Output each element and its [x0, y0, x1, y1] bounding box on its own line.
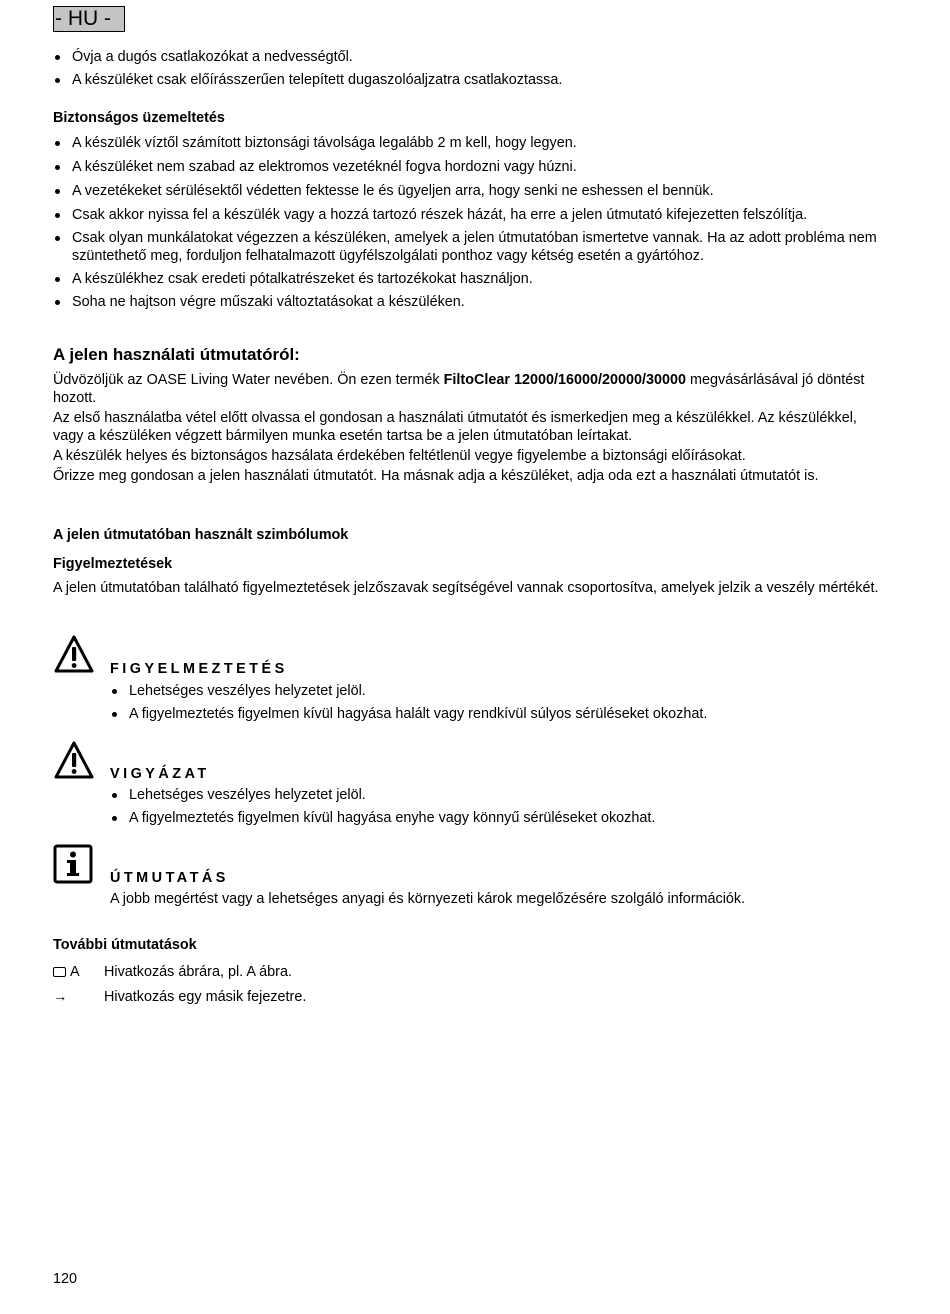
warning-triangle-icon	[53, 634, 95, 674]
warnings-intro: A jelen útmutatóban található figyelmeztetések jelzőszavak segítségével vannak csoportosítva, amelyek jelzik a veszély mértékét.	[53, 580, 879, 596]
list-item: A figyelmeztetés figyelmen kívül hagyása halált vagy rendkívül súlyos sérüléseket okozhat.	[110, 705, 890, 723]
intro-bullet-list	[53, 48, 893, 89]
welcome-text: Üdvözöljük az OASE Living Water nevében. Ön ezen termék	[53, 372, 444, 388]
list-item: Soha ne hajtson végre műszaki változtatásokat a készüléken.	[53, 293, 893, 311]
list-item: Lehetséges veszélyes helyzetet jelöl.	[110, 682, 890, 700]
figure-letter: A	[70, 964, 80, 980]
list-item: A készülék víztől számított biztonsági távolsága legalább 2 m kell, hogy legyen.	[53, 134, 893, 152]
list-item: Csak akkor nyissa fel a készülék vagy a hozzá tartozó részek házát, ha erre a jelen útmutató kifejezetten felszólítja.	[53, 206, 893, 224]
caution-title: VIGYÁZAT	[110, 766, 210, 782]
keep-manual-paragraph: Őrizze meg gondosan a jelen használati útmutatót. Ha másnak adja a készüléket, adja oda ezt a használati útmutatót is.	[53, 468, 819, 484]
list-item: A figyelmeztetés figyelmen kívül hagyása enyhe vagy könnyű sérüléseket okozhat.	[110, 809, 890, 827]
welcome-text-end: megvásárlásával jó döntést hozott.	[53, 372, 865, 406]
list-item: Óvja a dugós csatlakozókat a nedvességtől.	[53, 48, 893, 66]
chapter-reference-text: Hivatkozás egy másik fejezetre.	[104, 989, 307, 1005]
list-item: A készülékhez csak eredeti pótalkatrészeket és tartozékokat használjon.	[53, 270, 893, 288]
list-item: Lehetséges veszélyes helyzetet jelöl.	[110, 786, 890, 804]
further-heading: További útmutatások	[53, 937, 197, 953]
warning-title: FIGYELMEZTETÉS	[110, 661, 288, 677]
list-item: A készüléket csak előírásszerűen telepített dugaszolóaljzatra csatlakoztassa.	[53, 71, 893, 89]
note-title: ÚTMUTATÁS	[110, 870, 229, 886]
safe-operation-heading: Biztonságos üzemeltetés	[53, 110, 225, 126]
list-item: Csak olyan munkálatokat végezzen a készüléken, amelyek a jelen útmutatóban ismertetve vannak. Ha az adott probléma nem szüntethető meg, forduljon felhatalmazott ügyfélszolgálati ponthoz vagy kétség esetén a gyártóhoz.	[53, 229, 887, 265]
about-manual-body	[53, 371, 883, 485]
page-number: 120	[53, 1271, 78, 1287]
welcome-paragraph	[53, 371, 883, 407]
list-item: A készüléket nem szabad az elektromos vezetéknél fogva hordozni vagy húzni.	[53, 158, 893, 176]
info-icon	[53, 844, 93, 884]
caution-list	[110, 786, 890, 827]
safety-paragraph: A készülék helyes és biztonságos hazsálata érdekében feltétlenül vegye figyelembe a biztonsági előírásokat.	[53, 448, 746, 464]
warnings-heading: Figyelmeztetések	[53, 556, 173, 572]
caution-triangle-icon	[53, 740, 95, 780]
symbols-heading: A jelen útmutatóban használt szimbólumok	[53, 527, 349, 543]
safe-operation-list	[53, 134, 893, 311]
about-manual-heading: A jelen használati útmutatóról:	[53, 345, 300, 364]
figure-reference-text: Hivatkozás ábrára, pl. A ábra.	[104, 964, 292, 980]
figure-reference-symbol	[53, 963, 98, 981]
read-manual-paragraph: Az első használatba vétel előtt olvassa el gondosan a használati útmutatót és ismerkedjen meg a készülékkel. Az készülékkel, vagy a készüléken végzett bármilyen munka esetén tartsa be a jelen útmutatóban leírtakat.	[53, 410, 857, 444]
arrow-right-icon: →	[53, 989, 68, 1005]
language-tag: - HU -	[53, 6, 125, 32]
list-item: A vezetékeket sérülésektől védetten fektesse le és ügyeljen arra, hogy senki ne eshessen el bennük.	[53, 182, 893, 200]
product-name: FiltoClear 12000/16000/20000/30000	[443, 372, 687, 388]
warning-list	[110, 682, 890, 723]
note-text: A jobb megértést vagy a lehetséges anyagi és környezeti károk megelőzésére szolgáló információk.	[110, 891, 746, 907]
figure-frame-icon	[53, 967, 66, 977]
